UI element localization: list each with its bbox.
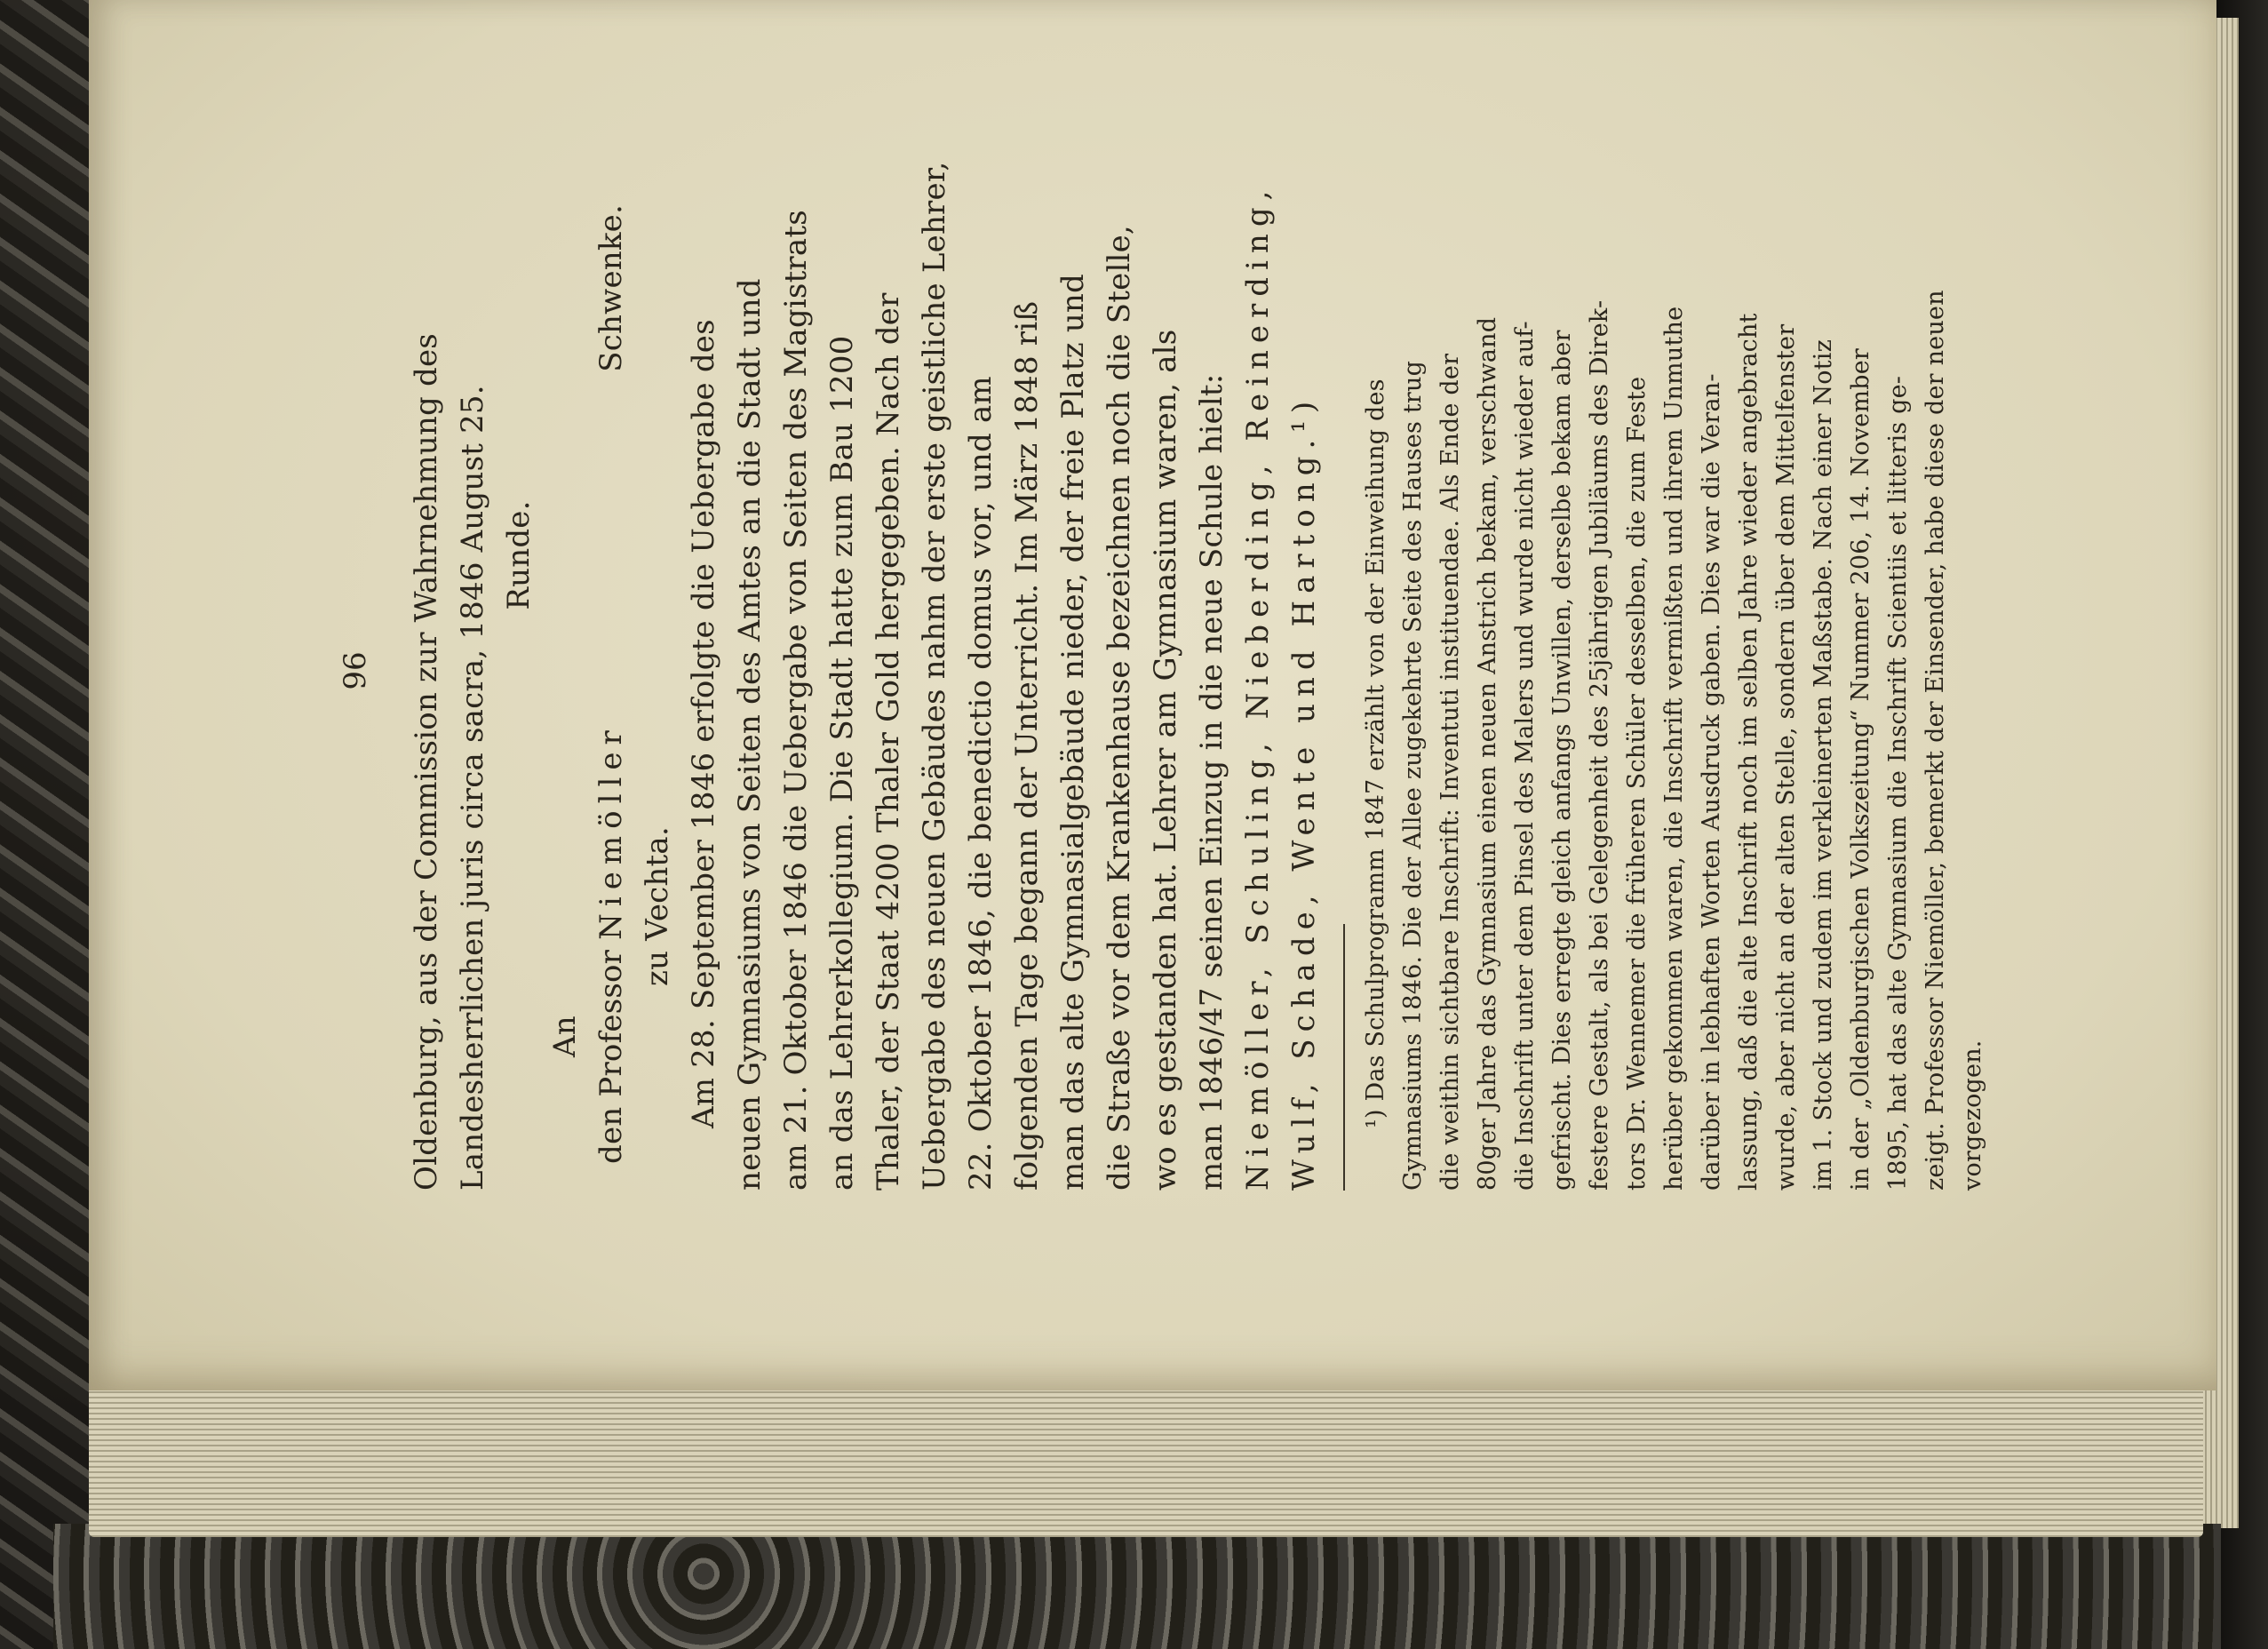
footnote-line: zeigt. Professor Niemöller, bemerkt der Einsender, habe diese der neuen — [1922, 290, 1949, 1191]
footnote-line: tors Dr. Wennemer die früheren Schüler desselben, die zum Feste — [1623, 376, 1651, 1191]
footnote-line: in der „Oldenburgischen Volkszeitung“ Nummer 206, 14. November — [1847, 347, 1874, 1191]
footnote — [1357, 151, 1992, 1191]
marbled-cover-left — [0, 0, 98, 1649]
footnote-line: lassung, daß die alte Inschrift noch im selben Jahre wieder angebracht — [1735, 313, 1763, 1191]
rotated-text-block — [338, 151, 1986, 1191]
teacher-names-line: Niemöller, Schuling, Nieberding, Reinerding, — [1240, 183, 1276, 1191]
paragraph-line: wo es gestanden hat. Lehrer am Gymnasium waren, als — [1148, 329, 1183, 1191]
footnote-line: die Inschrift unter dem Pinsel des Malers und wurde nicht wieder auf- — [1511, 321, 1539, 1191]
footnote-line: herüber gekommen waren, die Inschrift vermißten und ihrem Unmuthe — [1660, 306, 1688, 1191]
paragraph-line: man das alte Gymnasialgebäude nieder, der freie Platz und — [1055, 274, 1091, 1191]
paragraph-line: neuen Gymnasiums von Seiten des Amtes an die Stadt und — [732, 278, 768, 1191]
footnote-line: ¹) Das Schulprogramm 1847 erzählt von der Einweihung des — [1362, 378, 1389, 1128]
paragraph-line: Thaler, der Staat 4200 Thaler Gold hergegeben. Nach der — [871, 292, 906, 1191]
footnote-line: im 1. Stock und zudem im verkleinerten Maßstabe. Nach einer Notiz — [1810, 339, 1837, 1191]
page-number: 96 — [338, 651, 373, 690]
teacher-names-line: Wulf, Schade, Wente und Hartong.¹) — [1286, 394, 1322, 1191]
footnote-line: vorgezogen. — [1959, 1040, 1986, 1191]
footnote-line: die weithin sichtbare Inschrift: Inventuti instituendae. Als Ende der — [1436, 353, 1464, 1191]
footnote-line: darüber in lebhaften Worten Ausdruck gaben. Dies war die Veran- — [1698, 373, 1725, 1191]
signatory-schwenke: Schwenke. — [593, 204, 629, 372]
address-place: zu Vechta. — [640, 826, 675, 986]
address-name: Niemöller — [593, 723, 629, 940]
paragraph-line: folgenden Tage begann der Unterricht. Im März 1848 riß — [1009, 300, 1045, 1191]
address-recipient — [588, 723, 634, 1191]
footnote-line: gefrischt. Dies erregte gleich anfangs Unwillen, derselbe bekam aber — [1548, 330, 1576, 1191]
address-line — [588, 151, 634, 1191]
address-to: An — [547, 1016, 583, 1057]
footnote-line: wurde, aber nicht an der alten Stelle, sondern über dem Mittelfenster — [1772, 323, 1800, 1191]
book-page — [89, 0, 2216, 1390]
marbled-cover-bottom — [53, 1524, 2221, 1649]
paragraph-line: man 1846/47 seinen Einzug in die neue Schule hielt: — [1194, 373, 1229, 1191]
footnote-line: 80ger Jahre das Gymnasium einen neuen Anstrich bekam, verschwand — [1474, 316, 1501, 1191]
footnote-line: Gymnasiums 1846. Die der Allee zugekehrte Seite des Hauses trug — [1399, 360, 1427, 1191]
paragraph-line: an das Lehrerkollegium. Die Stadt hatte zum Bau 1200 — [824, 335, 860, 1191]
paragraph-line: die Straße vor dem Krankenhause bezeichnen noch die Stelle, — [1102, 225, 1137, 1191]
paragraph-line: 22. Oktober 1846, die benedictio domus vor, und am — [963, 376, 999, 1191]
address-title: den Professor — [593, 949, 629, 1164]
body-line: Oldenburg, aus der Commission zur Wahrnehmung des — [409, 333, 444, 1191]
footnote-rule — [1343, 924, 1345, 1191]
paragraph-line: Uebergabe des neuen Gebäudes nahm der erste geistliche Lehrer, — [917, 161, 952, 1191]
footnote-line: festere Gestalt, als bei Gelegenheit des 25jährigen Jubiläums des Direk- — [1586, 299, 1613, 1191]
body-line: Landesherrlichen juris circa sacra, 1846 August 25. — [455, 385, 490, 1191]
signatory-runde: Runde. — [501, 500, 537, 610]
paragraph-line: am 21. Oktober 1846 die Uebergabe von Seiten des Magistrats — [778, 210, 814, 1191]
footnote-line: 1895, hat das alte Gymnasium die Inschrift Scientiis et litteris ge- — [1884, 375, 1912, 1191]
paragraph-line: Am 28. September 1846 erfolgte die Uebergabe des — [686, 319, 721, 1128]
